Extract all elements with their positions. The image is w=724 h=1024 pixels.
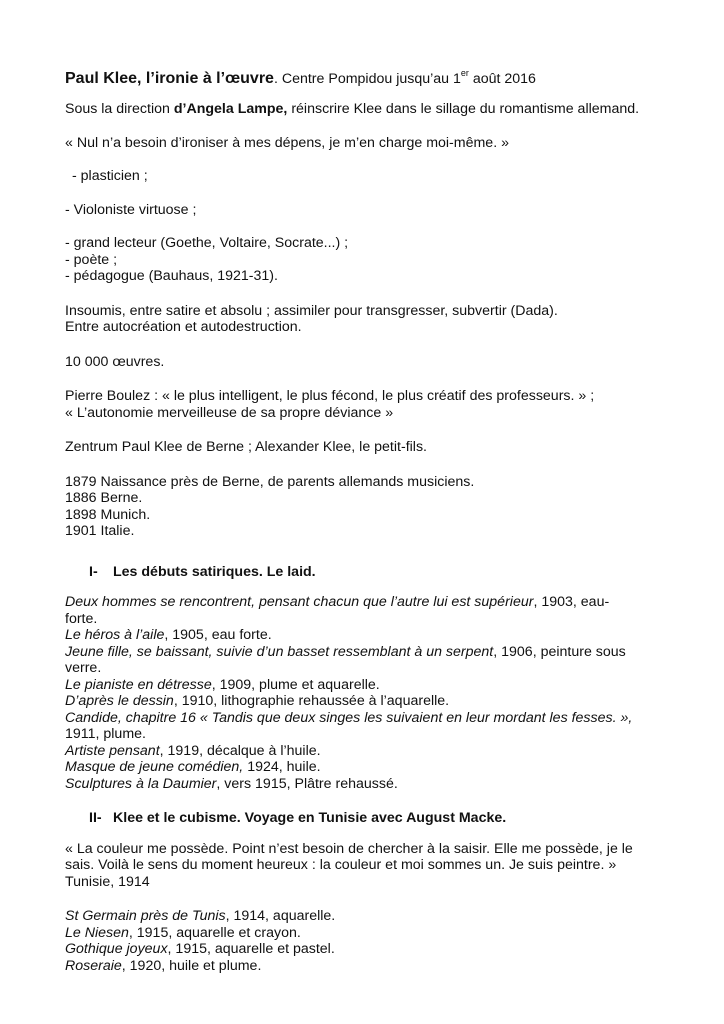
section-number: II- bbox=[89, 810, 102, 826]
artwork-line bbox=[65, 644, 665, 661]
artwork-details: verre. bbox=[65, 660, 102, 676]
title-date: août 2016 bbox=[468, 71, 536, 87]
artwork-details: , 1903, eau- bbox=[533, 594, 610, 610]
artwork-line bbox=[65, 693, 665, 710]
artwork-title: Sculptures à la Daumier bbox=[65, 775, 217, 792]
artwork-details: , vers 1915, Plâtre rehaussé. bbox=[216, 775, 398, 792]
section-1-heading bbox=[65, 564, 665, 581]
title-superscript: er bbox=[460, 68, 469, 79]
klee-quote: « Nul n’a besoin d’ironiser à mes dépens, je m’en charge moi-même. » bbox=[65, 134, 509, 151]
quote-line: Tunisie, 1914 bbox=[65, 873, 150, 890]
artwork-details: , 1906, peinture sous bbox=[493, 643, 626, 660]
roles-list bbox=[65, 235, 665, 285]
artwork-details: , 1909, plume et aquarelle. bbox=[211, 676, 380, 693]
artwork-title: D’après le dessin bbox=[65, 693, 174, 709]
insoumis-line: Entre autocréation et autodestruction. bbox=[65, 319, 302, 335]
artwork-details: , 1915, aquarelle et pastel. bbox=[167, 941, 335, 957]
section-title: Klee et le cubisme. Voyage en Tunisie avec August Macke. bbox=[113, 810, 507, 826]
quote-line: sais. Voilà le sens du moment heureux : la couleur et moi sommes un. Je suis peintre. » bbox=[65, 857, 617, 873]
artwork-details: , 1915, aquarelle et crayon. bbox=[128, 924, 301, 941]
artwork-line bbox=[65, 941, 665, 958]
page-title bbox=[65, 69, 665, 89]
direction-paragraph bbox=[65, 101, 665, 118]
chronology-item: 1879 Naissance près de Berne, de parents allemands musiciens. bbox=[65, 473, 475, 490]
chronology-item: 1901 Italie. bbox=[65, 523, 135, 539]
section-2-works bbox=[65, 908, 665, 974]
artwork-line bbox=[65, 677, 665, 694]
artwork-details: 1911, plume. bbox=[65, 726, 146, 742]
section-2-heading bbox=[65, 810, 665, 827]
artwork-title: Jeune fille, se baissant, suivie d’un basset ressemblant à un serpent bbox=[65, 643, 494, 660]
artwork-line bbox=[65, 925, 665, 942]
direction-prefix: Sous la direction bbox=[65, 101, 174, 117]
boulez-quote bbox=[65, 388, 665, 421]
artwork-line bbox=[65, 743, 665, 760]
artwork-details: , 1910, lithographie rehaussée à l’aquarelle. bbox=[173, 693, 450, 709]
boulez-line: « L’autonomie merveilleuse de sa propre déviance » bbox=[65, 404, 394, 421]
boulez-line: Pierre Boulez : « le plus intelligent, le plus fécond, le plus créatif des professeurs. » ; bbox=[65, 388, 595, 404]
artwork-details: , 1919, décalque à l’huile. bbox=[159, 742, 321, 759]
list-item: - grand lecteur (Goethe, Voltaire, Socrate...) ; bbox=[65, 235, 349, 251]
tunisie-quote bbox=[65, 841, 665, 891]
artwork-title: Candide, chapitre 16 « Tandis que deux singes les suivaient en leur mordant les fesses. », bbox=[65, 709, 633, 726]
artwork-details: forte. bbox=[65, 610, 98, 627]
artwork-title: Le héros à l’aile bbox=[65, 627, 165, 643]
list-item: - poète ; bbox=[65, 251, 118, 268]
section-number: I- bbox=[89, 563, 98, 580]
chronology-item: 1886 Berne. bbox=[65, 490, 143, 506]
artwork-details: 1924, huile. bbox=[243, 759, 321, 775]
direction-suffix: réinscrire Klee dans le sillage du romantisme allemand. bbox=[287, 101, 640, 117]
insoumis-line: Insoumis, entre satire et absolu ; assimiler pour transgresser, subvertir (Dada). bbox=[65, 302, 558, 319]
quote-line: « La couleur me possède. Point n’est besoin de chercher à la saisir. Elle me possède, je le bbox=[65, 840, 633, 857]
chronology-item: 1898 Munich. bbox=[65, 506, 151, 523]
insoumis-paragraph bbox=[65, 303, 665, 336]
section-title: Les débuts satiriques. Le laid. bbox=[113, 563, 316, 580]
artwork-title: Deux hommes se rencontrent, pensant chacun que l’autre lui est supérieur bbox=[65, 594, 534, 610]
artwork-line bbox=[65, 958, 665, 975]
list-item: - pédagogue (Bauhaus, 1921-31). bbox=[65, 268, 278, 284]
artwork-line bbox=[65, 627, 665, 644]
zentrum-line: Zentrum Paul Klee de Berne ; Alexander Klee, le petit-fils. bbox=[65, 439, 427, 455]
artwork-line bbox=[65, 726, 665, 743]
oeuvres-count: 10 000 œuvres. bbox=[65, 353, 165, 370]
artwork-details: , 1920, huile et plume. bbox=[121, 957, 262, 974]
artwork-line bbox=[65, 710, 665, 727]
artwork-title: Roseraie bbox=[65, 957, 122, 974]
exhibition-title: Paul Klee, l’ironie à l’œuvre bbox=[65, 70, 274, 87]
artwork-title: Le Niesen bbox=[65, 924, 129, 941]
chronology bbox=[65, 474, 665, 540]
artwork-line bbox=[65, 611, 665, 628]
item-violoniste: - Violoniste virtuose ; bbox=[65, 201, 197, 218]
title-venue: . Centre Pompidou jusqu’au 1 bbox=[273, 71, 461, 87]
document-body bbox=[65, 69, 665, 988]
artwork-line bbox=[65, 908, 665, 925]
artwork-line bbox=[65, 776, 665, 793]
artwork-title: Masque de jeune comédien, bbox=[65, 759, 244, 775]
section-1-works bbox=[65, 594, 665, 792]
artwork-title: Le pianiste en détresse bbox=[65, 676, 212, 693]
artwork-title: Gothique joyeux bbox=[65, 941, 168, 957]
artwork-details: , 1905, eau forte. bbox=[164, 627, 272, 643]
artwork-title: Artiste pensant bbox=[65, 742, 160, 759]
curator-name: d’Angela Lampe, bbox=[173, 101, 288, 117]
artwork-line bbox=[65, 660, 665, 677]
artwork-title: St Germain près de Tunis bbox=[65, 908, 226, 924]
artwork-line bbox=[65, 759, 665, 776]
artwork-details: , 1914, aquarelle. bbox=[225, 908, 336, 924]
item-plasticien: - plasticien ; bbox=[72, 168, 148, 184]
artwork-line bbox=[65, 594, 665, 611]
